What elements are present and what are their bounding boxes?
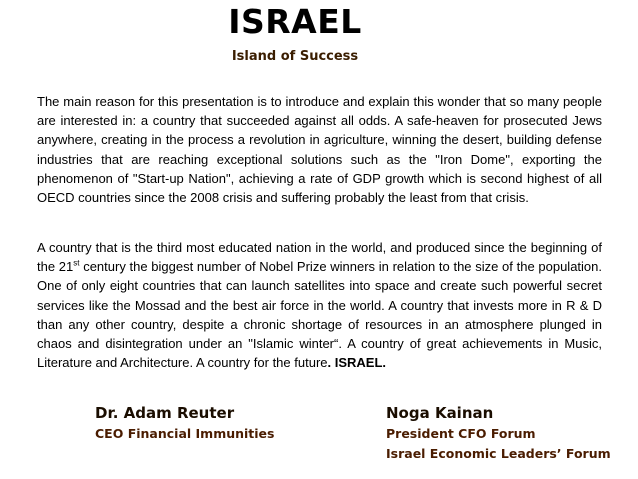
country-paragraph-text: A country that is the third most educated nation in the world, and produced since the beginning of the 21 — [37, 240, 602, 275]
intro-paragraph: The main reason for this presentation is to introduce and explain this wonder that so many people are interested in: a country that succeeded against all odds. A safe-heaven for prosecuted Jews anywhere, creating in the process a revolution in agriculture, winning the desert, building defense industries that are reaching exceptional solutions such as the "Iron Dome", exporting the phenomenon of "Start-up Nation", achieving a rate of GDP growth which is second highest of all OECD countries since the 2008 crisis and suffering probably the least from that crisis. — [37, 94, 602, 206]
page-subtitle: Island of Success — [231, 49, 359, 64]
signer-role-secondary: Israel Economic Leaders’ Forum — [386, 446, 611, 461]
signer-name: Noga Kainan — [386, 404, 494, 422]
signer-role: CEO Financial Immunities — [95, 426, 275, 441]
signature-right — [386, 403, 611, 464]
closing-emphasis: . ISRAEL. — [327, 355, 387, 371]
ordinal-suffix: st — [73, 258, 80, 268]
country-paragraph-text-continued: century the biggest number of Nobel Prize winners in relation to the size of the population. One of only eight countries that can launch satellites into space and create such powerful secret services like the Mossad and the best air force in the world. A country that invests more in R & D than any other country, despite a chronic shortage of resources in an atmosphere plunged in chaos and disintegration under an "Islamic winter“. A country of great achievements in Music, Literature and Architecture. A country for the future — [37, 259, 602, 371]
signer-name: Dr. Adam Reuter — [95, 404, 235, 422]
signer-role: President CFO Forum — [386, 426, 536, 441]
country-paragraph — [37, 238, 602, 372]
signature-left — [95, 403, 274, 444]
page-title: ISRAEL — [228, 2, 362, 41]
